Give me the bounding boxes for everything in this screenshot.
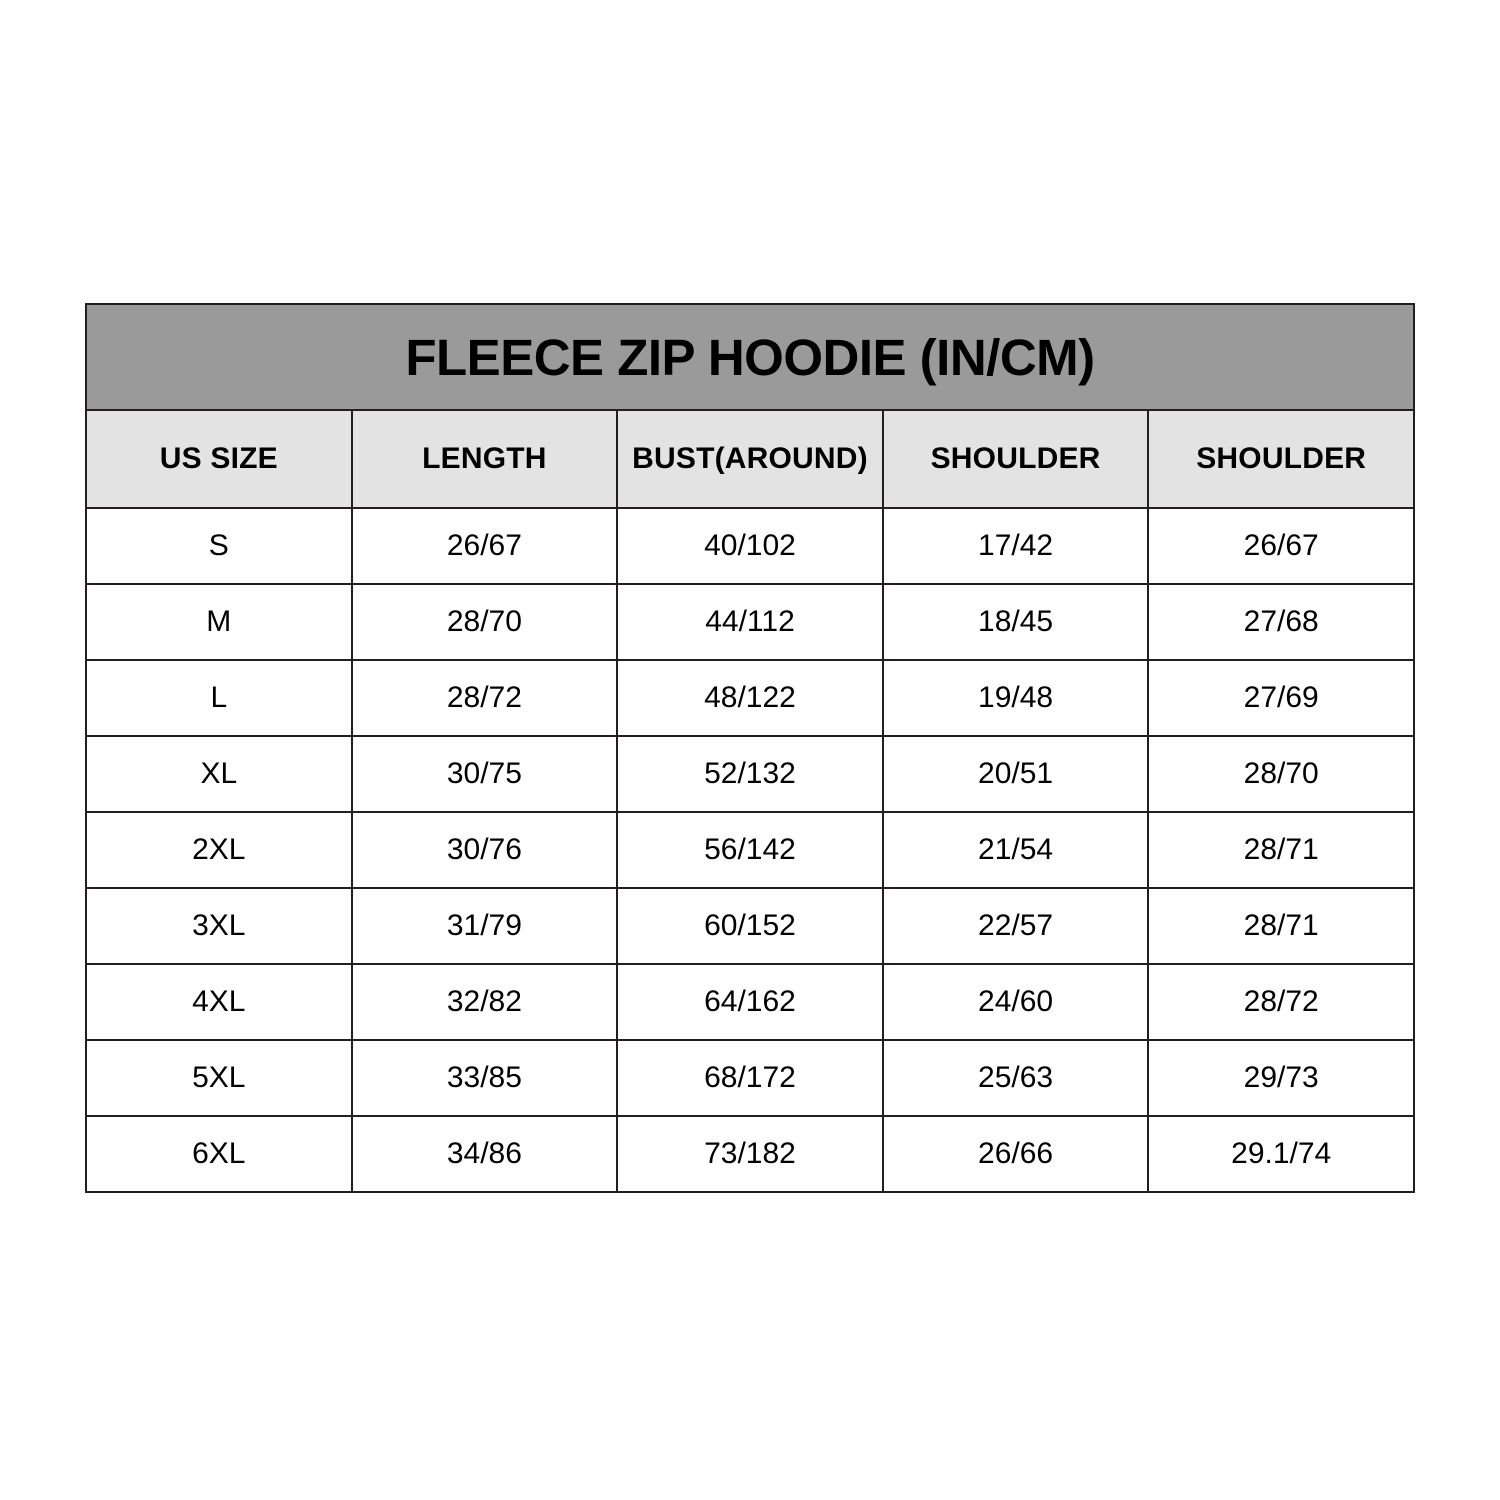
cell-size: 5XL <box>86 1040 352 1116</box>
size-chart-table <box>85 303 1415 1193</box>
cell-shoulder-1: 25/63 <box>883 1040 1149 1116</box>
cell-length: 26/67 <box>352 508 618 584</box>
cell-bust: 44/112 <box>617 584 883 660</box>
column-header-us-size: US SIZE <box>86 410 352 508</box>
table-row <box>86 1116 1414 1192</box>
column-header-shoulder-1: SHOULDER <box>883 410 1149 508</box>
column-header-row <box>86 410 1414 508</box>
cell-length: 30/76 <box>352 812 618 888</box>
chart-title-cell <box>86 304 1414 410</box>
table-row <box>86 964 1414 1040</box>
page-title: FLEECE ZIP HOODIE (IN/CM) <box>405 328 1095 386</box>
cell-size: 2XL <box>86 812 352 888</box>
cell-size: 3XL <box>86 888 352 964</box>
column-header-bust: BUST(AROUND) <box>617 410 883 508</box>
cell-size: 4XL <box>86 964 352 1040</box>
cell-bust: 56/142 <box>617 812 883 888</box>
cell-length: 30/75 <box>352 736 618 812</box>
table-row <box>86 812 1414 888</box>
cell-bust: 73/182 <box>617 1116 883 1192</box>
cell-size: 6XL <box>86 1116 352 1192</box>
cell-length: 33/85 <box>352 1040 618 1116</box>
cell-shoulder-2: 27/68 <box>1148 584 1414 660</box>
cell-shoulder-2: 27/69 <box>1148 660 1414 736</box>
cell-shoulder-1: 26/66 <box>883 1116 1149 1192</box>
cell-shoulder-1: 24/60 <box>883 964 1149 1040</box>
table-row <box>86 888 1414 964</box>
cell-length: 32/82 <box>352 964 618 1040</box>
cell-bust: 40/102 <box>617 508 883 584</box>
cell-shoulder-1: 18/45 <box>883 584 1149 660</box>
cell-shoulder-1: 19/48 <box>883 660 1149 736</box>
cell-shoulder-1: 17/42 <box>883 508 1149 584</box>
table-row <box>86 508 1414 584</box>
cell-shoulder-1: 21/54 <box>883 812 1149 888</box>
cell-shoulder-2: 26/67 <box>1148 508 1414 584</box>
cell-bust: 48/122 <box>617 660 883 736</box>
table-row <box>86 736 1414 812</box>
cell-shoulder-2: 28/71 <box>1148 812 1414 888</box>
cell-length: 31/79 <box>352 888 618 964</box>
column-header-shoulder-2: SHOULDER <box>1148 410 1414 508</box>
cell-shoulder-1: 22/57 <box>883 888 1149 964</box>
cell-bust: 52/132 <box>617 736 883 812</box>
cell-size: L <box>86 660 352 736</box>
cell-bust: 64/162 <box>617 964 883 1040</box>
cell-shoulder-2: 29/73 <box>1148 1040 1414 1116</box>
cell-shoulder-1: 20/51 <box>883 736 1149 812</box>
column-header-length: LENGTH <box>352 410 618 508</box>
cell-length: 28/70 <box>352 584 618 660</box>
cell-shoulder-2: 29.1/74 <box>1148 1116 1414 1192</box>
cell-size: S <box>86 508 352 584</box>
cell-size: XL <box>86 736 352 812</box>
cell-shoulder-2: 28/71 <box>1148 888 1414 964</box>
table-row <box>86 660 1414 736</box>
table-row <box>86 1040 1414 1116</box>
cell-length: 34/86 <box>352 1116 618 1192</box>
table-row <box>86 584 1414 660</box>
size-chart-body <box>86 304 1414 1192</box>
title-row <box>86 304 1414 410</box>
cell-length: 28/72 <box>352 660 618 736</box>
cell-shoulder-2: 28/70 <box>1148 736 1414 812</box>
cell-bust: 60/152 <box>617 888 883 964</box>
cell-size: M <box>86 584 352 660</box>
cell-bust: 68/172 <box>617 1040 883 1116</box>
cell-shoulder-2: 28/72 <box>1148 964 1414 1040</box>
